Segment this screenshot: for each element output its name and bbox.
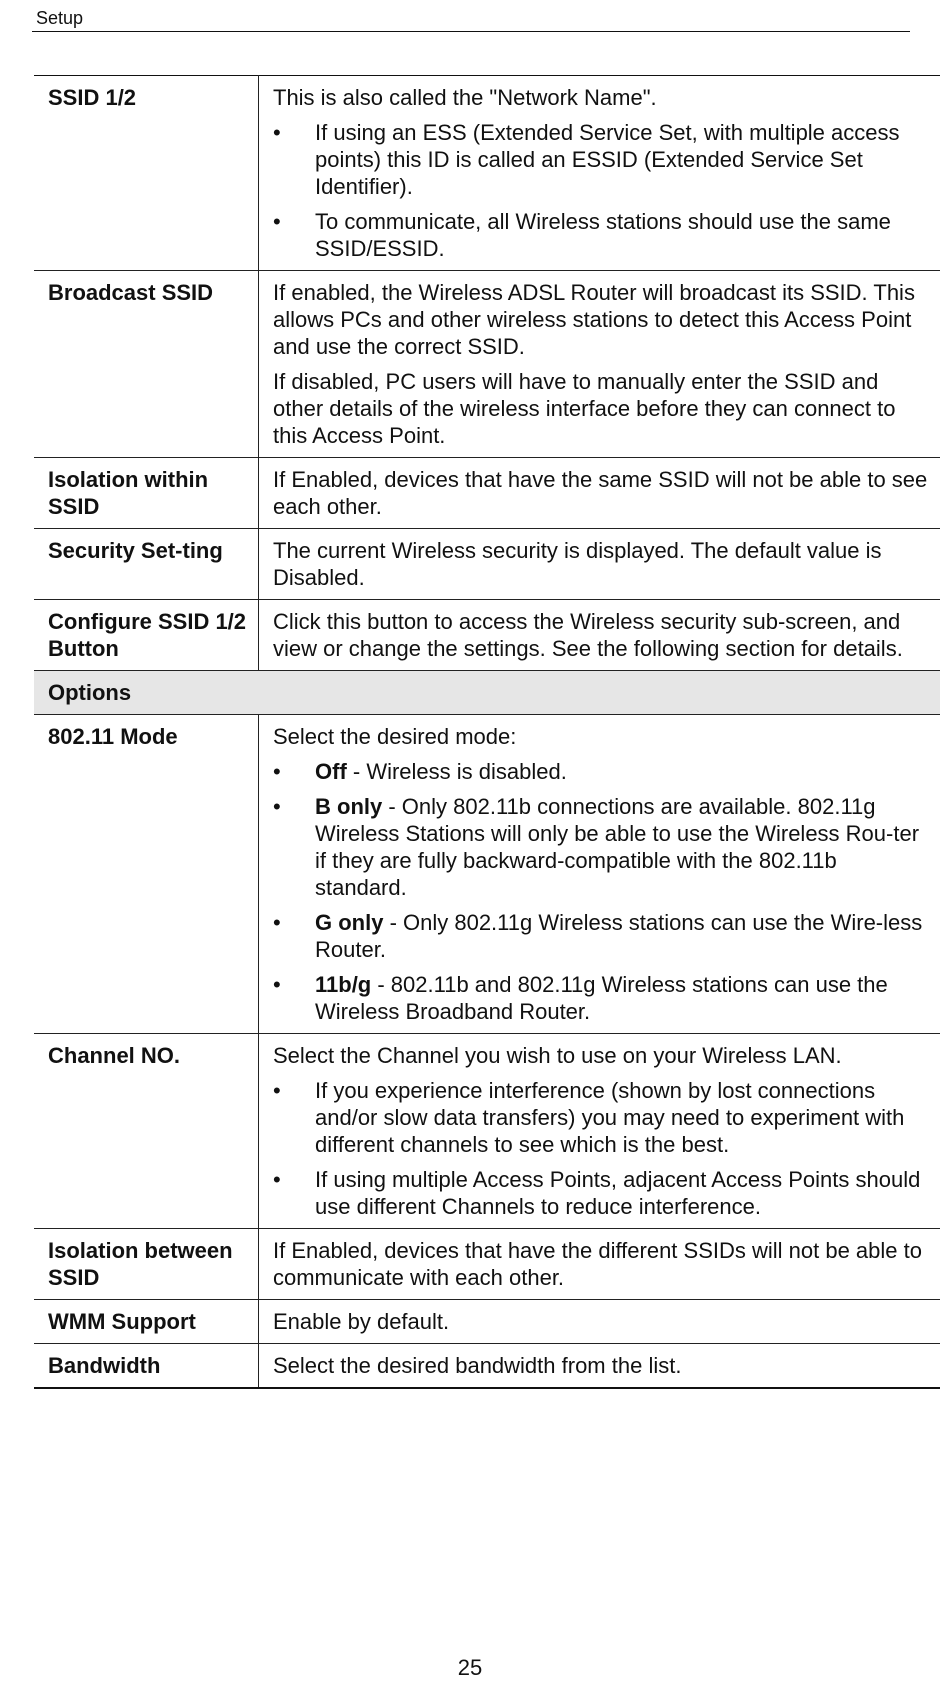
description-bandwidth [259,1344,941,1389]
description-isolation-within-ssid [259,458,941,529]
description-80211-mode [259,715,941,1034]
bullet-list [273,119,930,262]
table-row [34,458,940,529]
term-wmm-support: WMM Support [34,1300,259,1344]
description-paragraph: The current Wireless security is displayed. The default value is Disabled. [273,538,882,590]
term-ssid: SSID 1/2 [34,76,259,271]
settings-table [34,75,940,1389]
mode-name: Off [315,759,347,784]
table-row [34,1344,940,1389]
bullet-item: • If using multiple Access Points, adjacent Access Points should use different Channels to reduce interference. [273,1166,930,1220]
bullet-list [273,1077,930,1220]
table-row [34,600,940,671]
bullet-item: • To communicate, all Wireless stations should use the same SSID/ESSID. [273,208,930,262]
description-intro: This is also called the "Network Name". [273,85,657,110]
page-number: 25 [457,1655,483,1680]
table-row [34,1300,940,1344]
mode-name: B only [315,794,383,819]
mode-description: - Only 802.11b connections are available. 802.11g Wireless Stations will only be able to use the Wireless Rou-ter if they are fully backward-compatible with the 802.11b standard. [315,794,920,900]
header-divider [32,31,910,32]
term-isolation-between-ssid: Isolation between SSID [34,1229,259,1300]
description-security-setting [259,529,941,600]
description-intro: Select the Channel you wish to use on your Wireless LAN. [273,1043,842,1068]
section-title: Options [34,671,940,715]
bullet-item [273,793,930,901]
description-paragraph: If disabled, PC users will have to manually enter the SSID and other details of the wireless interface before they can connect to this Access Point. [273,369,896,448]
mode-description: - 802.11b and 802.11g Wireless stations can use the Wireless Broadband Router. [315,972,888,1024]
bullet-item: • If using an ESS (Extended Service Set, with multiple access points) this ID is called an ESSID (Extended Service Set Identifier). [273,119,930,200]
description-paragraph: If enabled, the Wireless ADSL Router will broadcast its SSID. This allows PCs and other wireless stations to detect this Access Point and use the correct SSID. [273,280,915,359]
description-paragraph: If Enabled, devices that have the different SSIDs will not be able to communicate with each other. [273,1238,922,1290]
description-wmm-support [259,1300,941,1344]
table-row [34,271,940,458]
table-row [34,76,940,271]
term-channel-no: Channel NO. [34,1034,259,1229]
description-channel-no [259,1034,941,1229]
term-configure-ssid-button: Configure SSID 1/2 Button [34,600,259,671]
description-paragraph: If Enabled, devices that have the same SSID will not be able to see each other. [273,467,928,519]
section-header-row [34,671,940,715]
table-row [34,529,940,600]
term-isolation-within-ssid: Isolation within SSID [34,458,259,529]
description-paragraph: Enable by default. [273,1309,450,1334]
term-broadcast-ssid: Broadcast SSID [34,271,259,458]
bullet-item [273,971,930,1025]
table-row [34,1229,940,1300]
description-paragraph: Select the desired bandwidth from the list. [273,1353,682,1378]
term-bandwidth: Bandwidth [34,1344,259,1389]
bullet-list [273,758,930,1025]
page-header-label: Setup [36,8,84,28]
description-intro: Select the desired mode: [273,724,517,749]
description-paragraph: Click this button to access the Wireless security sub-screen, and view or change the settings. See the following section for details. [273,609,903,661]
description-ssid [259,76,941,271]
description-broadcast-ssid [259,271,941,458]
mode-name: G only [315,910,384,935]
mode-description: - Only 802.11g Wireless stations can use the Wire-less Router. [315,910,923,962]
bullet-item [273,909,930,963]
mode-description: - Wireless is disabled. [346,759,567,784]
description-isolation-between-ssid [259,1229,941,1300]
mode-name: 11b/g [315,972,372,997]
table-row [34,715,940,1034]
table-row [34,1034,940,1229]
term-security-setting: Security Set-ting [34,529,259,600]
term-80211-mode: 802.11 Mode [34,715,259,1034]
description-configure-ssid-button [259,600,941,671]
bullet-item: • If you experience interference (shown by lost connections and/or slow data transfers) you may need to experiment with different channels to see which is the best. [273,1077,930,1158]
bullet-item [273,758,930,785]
